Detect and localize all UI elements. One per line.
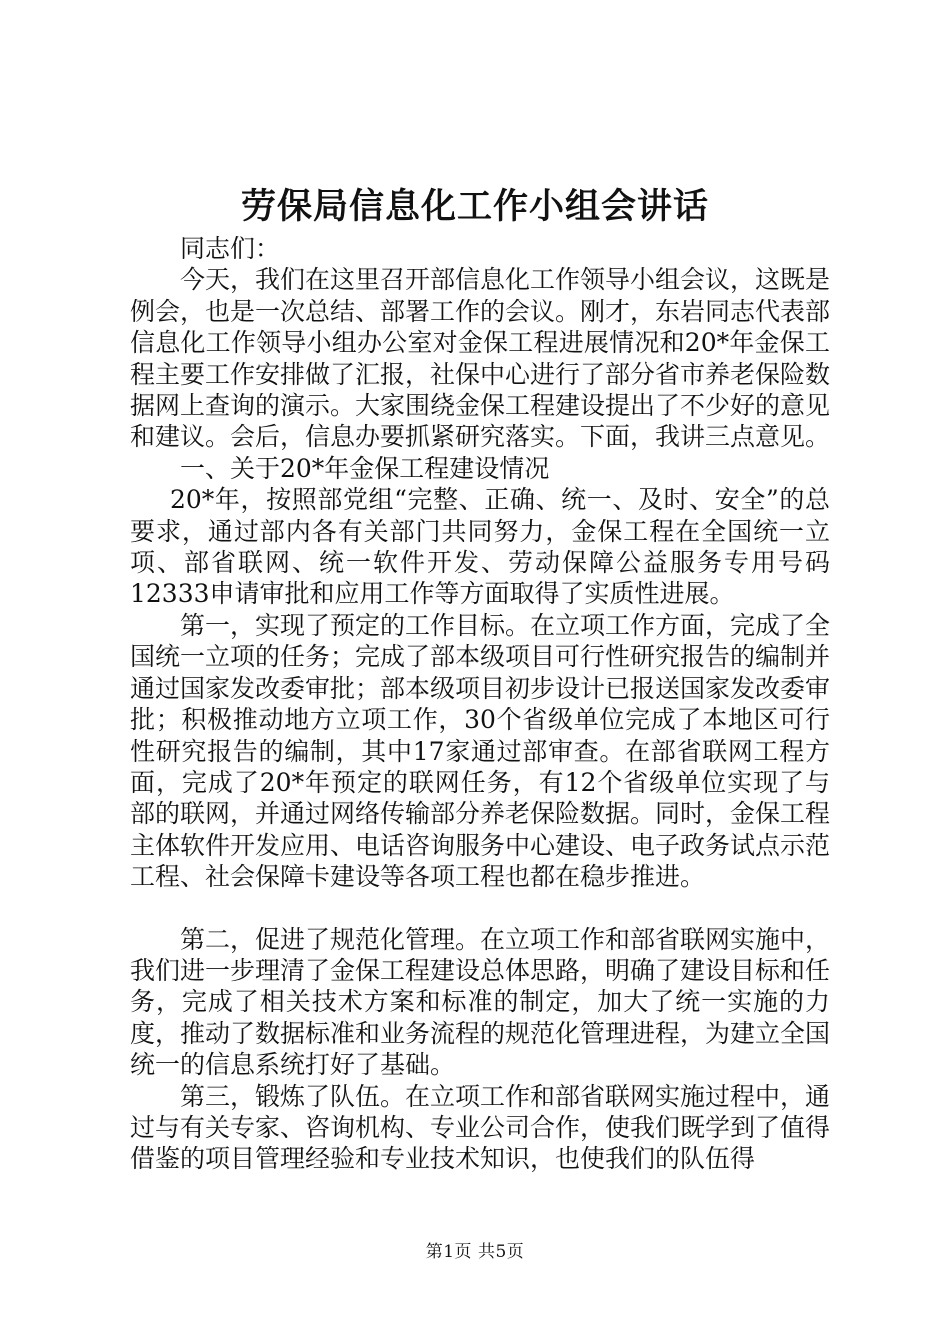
opening-paragraph: 今天，我们在这里召开部信息化工作领导小组会议，这既是例会，也是一次总结、部署工作的会议。刚才，东岩同志代表部信息化工作领导小组办公室对金保工程进展情况和20*年金保工程主要工作安排做了汇报，社保中心进行了部分省市养老保险数据网上查询的演示。大家围绕金保工程建设提出了不少好的意见和建议。会后，信息办要抓紧研究落实。下面，我讲三点意见。 [130,265,831,452]
document-body [130,233,830,1175]
section-heading-1: 一、关于20*年金保工程建设情况 [180,453,550,483]
point-2-paragraph: 第二，促进了规范化管理。在立项工作和部省联网实施中，我们进一步理清了金保工程建设总体思路，明确了建设目标和任务，完成了相关技术方案和标准的制定，加大了统一实施的力度，推动了数据标准和业务流程的规范化管理进程，为建立全国统一的信息系统打好了基础。 [130,924,831,1080]
point-3-paragraph: 第三，锻炼了队伍。在立项工作和部省联网实施过程中，通过与有关专家、咨询机构、专业公司合作，使我们既学到了值得借鉴的项目管理经验和专业技术知识，也使我们的队伍得 [130,1081,831,1174]
document-title: 劳保局信息化工作小组会讲话 [240,186,709,227]
salutation-paragraph: 同志们： [180,234,281,263]
section-1-intro-paragraph: 20*年，按照部党组“完整、正确、统一、及时、安全”的总要求，通过部内各有关部门共同努力，金保工程在全国统一立项、部省联网、统一软件开发、劳动保障公益服务专用号码12333申请审批和应用工作等方面取得了实质性进展。 [130,485,830,609]
page-footer: 第1页 共5页 [425,1242,525,1262]
point-1-paragraph: 第一，实现了预定的工作目标。在立项工作方面，完成了全国统一立项的任务；完成了部本级项目可行性研究报告的编制并通过国家发改委审批；部本级项目初步设计已报送国家发改委审批；积极推动地方立项工作，30个省级单位完成了本地区可行性研究报告的编制，其中17家通过部审查。在部省联网工程方面，完成了20*年预定的联网任务，有12个省级单位实现了与部的联网，并通过网络传输部分养老保险数据。同时，金保工程主体软件开发应用、电话咨询服务中心建设、电子政务试点示范工程、社会保障卡建设等各项工程也都在稳步推进。 [130,610,831,892]
